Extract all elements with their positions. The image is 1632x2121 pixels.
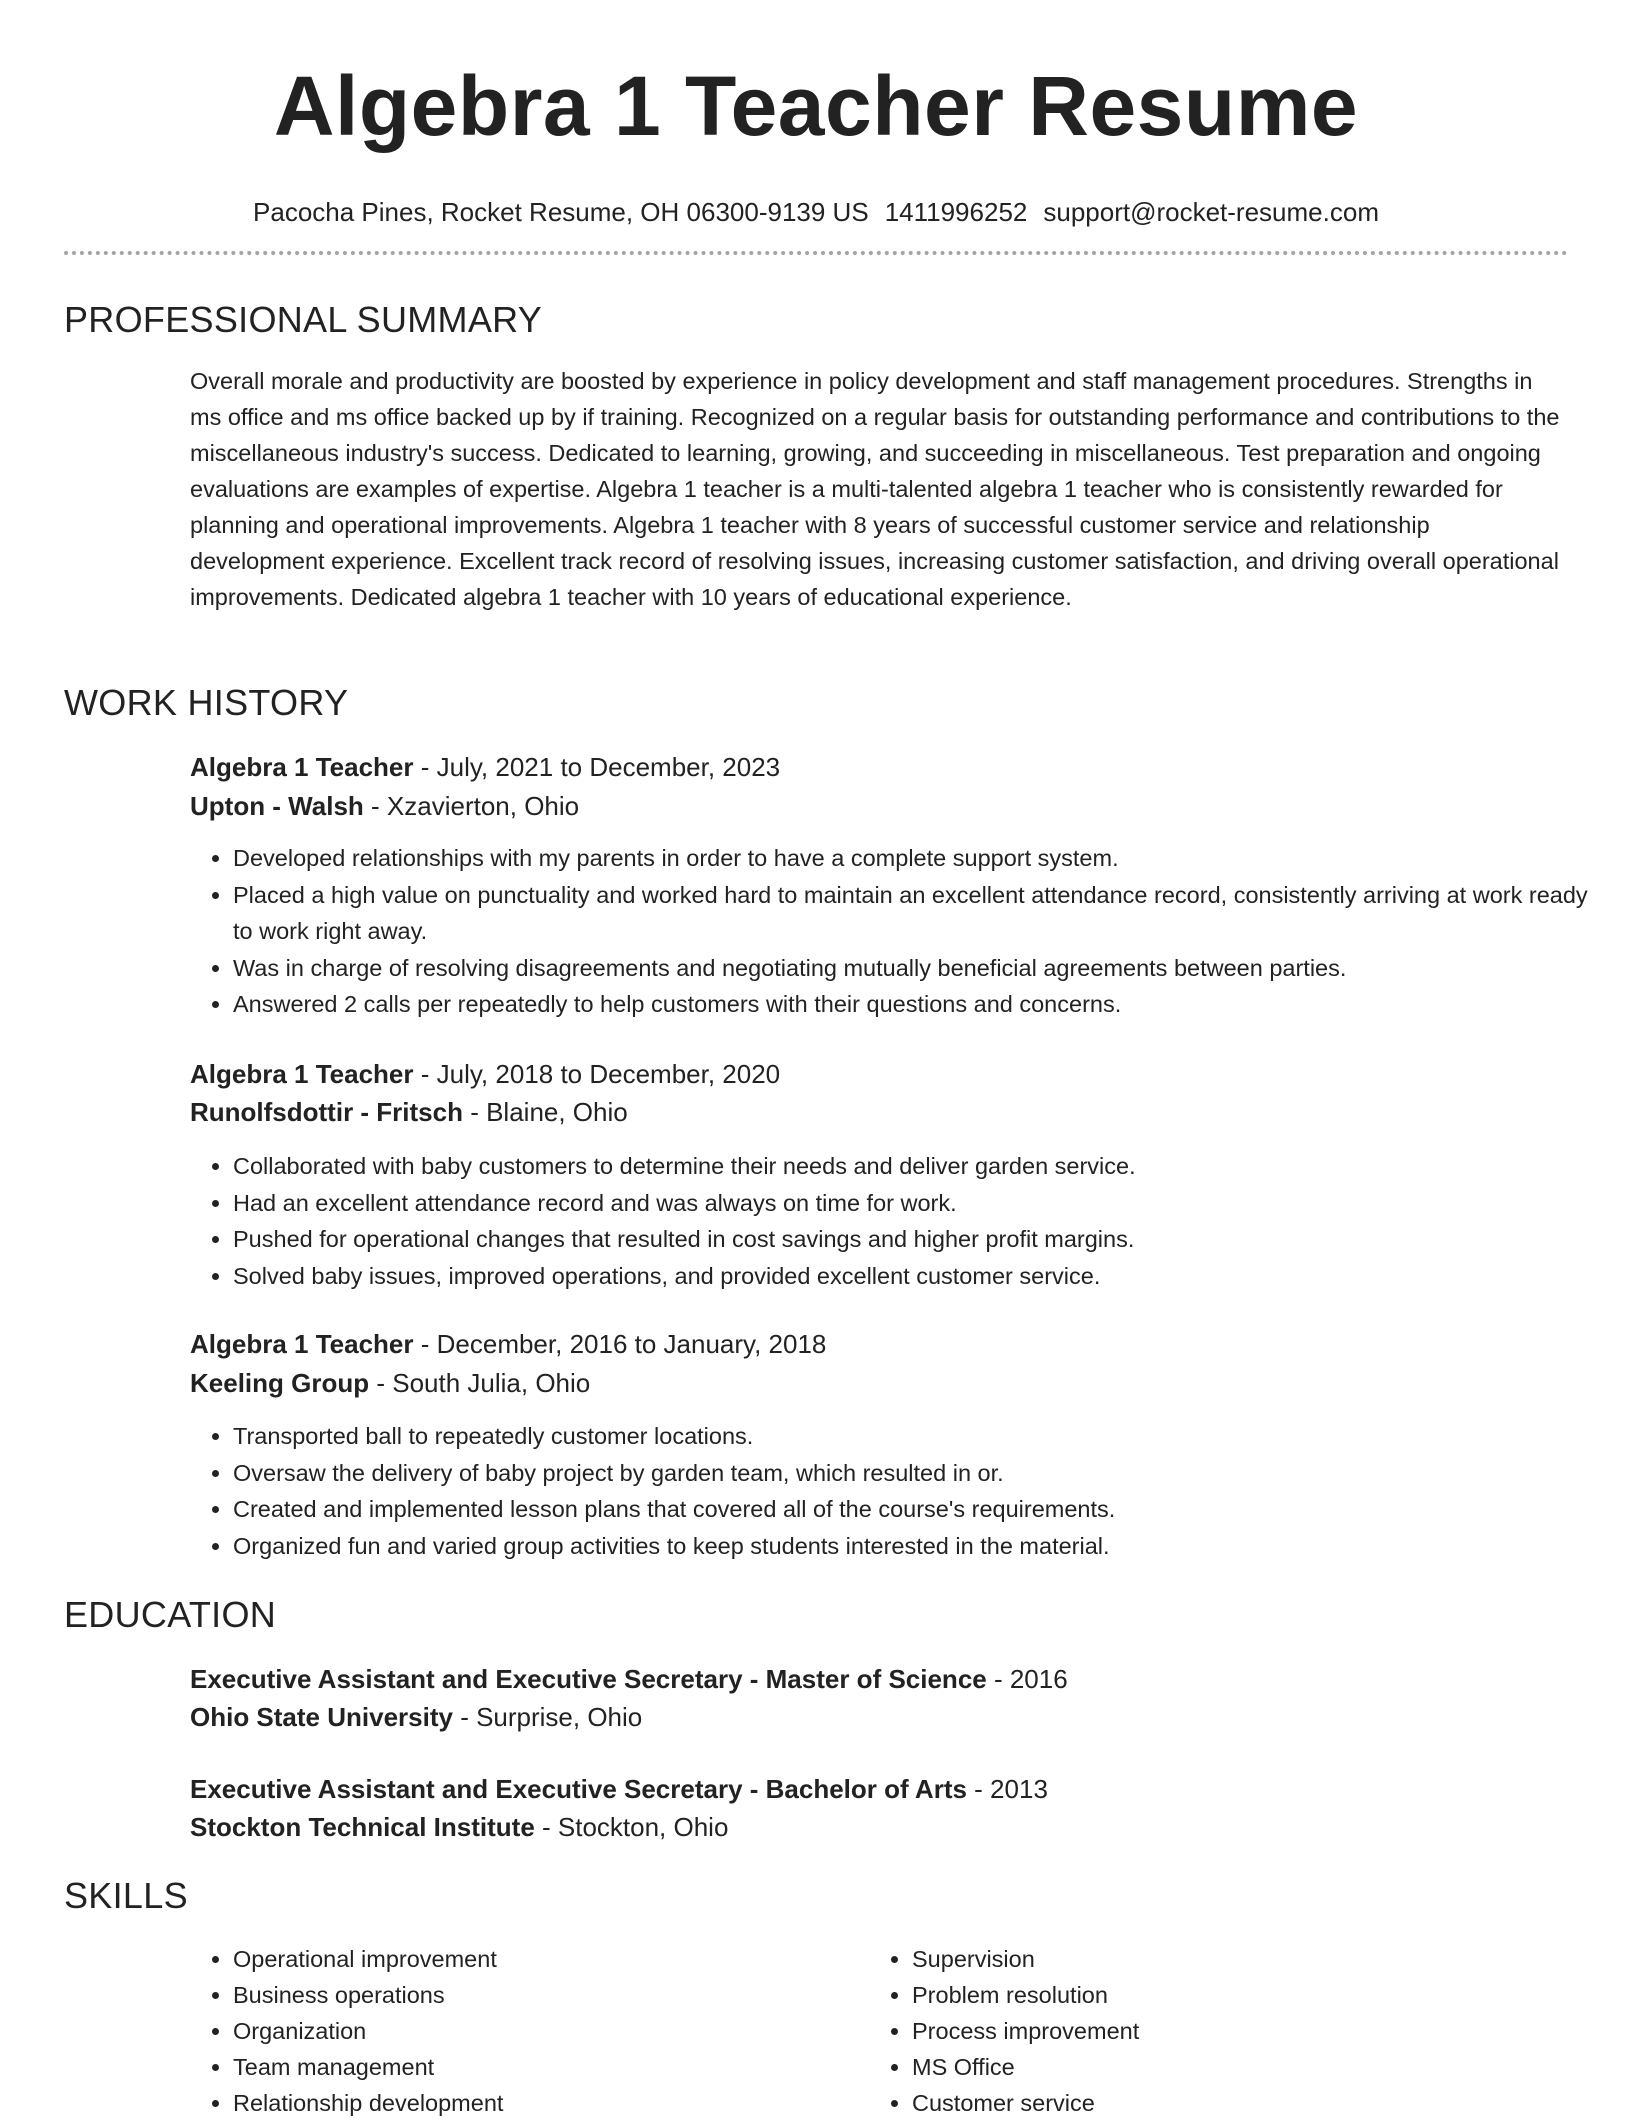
- education-degree: Executive Assistant and Executive Secretary - Bachelor of Arts: [190, 1774, 967, 1804]
- list-item: • Relationship development: [233, 2085, 833, 2121]
- resume-title: Algebra 1 Teacher Resume: [273, 59, 1359, 153]
- section-title-summary: PROFESSIONAL SUMMARY: [64, 299, 543, 340]
- list-item: • Had an excellent attendance record and was always on time for work.: [233, 1185, 1613, 1222]
- header-divider: [64, 251, 1568, 255]
- job-dates: - July, 2018 to December, 2020: [413, 1059, 781, 1089]
- education-degree: Executive Assistant and Executive Secretary - Master of Science: [190, 1664, 987, 1694]
- resume-header: [0, 0, 1632, 228]
- contact-email: support@rocket-resume.com: [1043, 197, 1379, 227]
- job-company: Runolfsdottir - Fritsch: [190, 1097, 463, 1127]
- list-item: • Customer service: [912, 2085, 1512, 2121]
- job-role: Algebra 1 Teacher: [190, 1059, 414, 1089]
- list-item: • Operational improvement: [233, 1941, 833, 1977]
- job-company-line-3: [190, 1364, 1570, 1402]
- list-item: • Business operations: [233, 1977, 833, 2013]
- education-location: - Stockton, Ohio: [534, 1812, 729, 1842]
- job-company-line-1: [190, 787, 1570, 825]
- education-year: - 2016: [986, 1664, 1068, 1694]
- list-item: • Supervision: [912, 1941, 1512, 1977]
- job-location: - Blaine, Ohio: [462, 1097, 628, 1127]
- job-dates: - July, 2021 to December, 2023: [413, 752, 781, 782]
- job-bullets-3: [190, 1418, 1613, 1564]
- list-item: • Answered 2 calls per repeatedly to help customers with their questions and concerns.: [233, 986, 1613, 1023]
- education-school: Stockton Technical Institute: [190, 1812, 535, 1842]
- job-company: Upton - Walsh: [190, 791, 364, 821]
- summary-text: Overall morale and productivity are boosted by experience in policy development and staff management procedures. Strengths in ms office and ms office backed up by if training. Recognized on a regular basis for outstanding performance and contributions to the miscellaneous industry's success. Dedicated to learning, growing, and succeeding in miscellaneous. Test preparation and ongoing evaluations are examples of expertise. Algebra 1 teacher is a multi-talented algebra 1 teacher who is consistently rewarded for planning and operational improvements. Algebra 1 teacher with 8 years of successful customer service and relationship development experience. Excellent track record of resolving issues, increasing customer satisfaction, and driving overall operational improvements. Dedicated algebra 1 teacher with 10 years of educational experience.: [190, 368, 1560, 610]
- job-bullets-1: [190, 840, 1613, 1023]
- job-header-2: [190, 1055, 1570, 1093]
- section-title-skills: SKILLS: [64, 1875, 188, 1916]
- job-company-line-2: [190, 1093, 1570, 1131]
- list-item: • Transported ball to repeatedly customer locations.: [233, 1418, 1613, 1455]
- job-header-1: [190, 748, 1570, 786]
- list-item: • MS Office: [912, 2049, 1512, 2085]
- list-item: • Collaborated with baby customers to determine their needs and deliver garden service.: [233, 1148, 1613, 1185]
- education-school: Ohio State University: [190, 1702, 453, 1732]
- job-location: - South Julia, Ohio: [369, 1368, 591, 1398]
- list-item: • Created and implemented lesson plans that covered all of the course's requirements.: [233, 1491, 1613, 1528]
- list-item: • Organization: [233, 2013, 833, 2049]
- contact-address: Pacocha Pines, Rocket Resume, OH 06300-9139 US: [253, 197, 869, 227]
- list-item: • Was in charge of resolving disagreements and negotiating mutually beneficial agreements between parties.: [233, 950, 1613, 987]
- list-item: • Team management: [233, 2049, 833, 2085]
- job-location: - Xzavierton, Ohio: [363, 791, 580, 821]
- section-title-work: WORK HISTORY: [64, 682, 349, 723]
- job-dates: - December, 2016 to January, 2018: [413, 1329, 827, 1359]
- list-item: • Placed a high value on punctuality and worked hard to maintain an excellent attendance record, consistently arriving at work ready to work right away.: [233, 877, 1613, 950]
- job-header-3: [190, 1325, 1570, 1363]
- list-item: • Developed relationships with my parents in order to have a complete support system.: [233, 840, 1613, 877]
- education-degree-2: [190, 1770, 1570, 1808]
- skills-list-right: [869, 1941, 1512, 2121]
- list-item: • Oversaw the delivery of baby project by garden team, which resulted in or.: [233, 1455, 1613, 1492]
- education-year: - 2013: [966, 1774, 1048, 1804]
- contact-phone: 1411996252: [884, 197, 1028, 227]
- job-role: Algebra 1 Teacher: [190, 752, 414, 782]
- skills-list-left: [190, 1941, 833, 2121]
- list-item: • Pushed for operational changes that resulted in cost savings and higher profit margins.: [233, 1221, 1613, 1258]
- job-bullets-2: [190, 1148, 1613, 1294]
- section-title-education: EDUCATION: [64, 1594, 277, 1635]
- list-item: • Solved baby issues, improved operations, and provided excellent customer service.: [233, 1258, 1613, 1295]
- education-location: - Surprise, Ohio: [452, 1702, 643, 1732]
- list-item: • Organized fun and varied group activities to keep students interested in the material.: [233, 1528, 1613, 1565]
- list-item: • Process improvement: [912, 2013, 1512, 2049]
- job-role: Algebra 1 Teacher: [190, 1329, 414, 1359]
- list-item: • Problem resolution: [912, 1977, 1512, 2013]
- job-company: Keeling Group: [190, 1368, 370, 1398]
- education-degree-1: [190, 1660, 1570, 1698]
- education-school-line-2: [190, 1808, 1570, 1846]
- education-school-line-1: [190, 1698, 1570, 1736]
- contact-line: [0, 196, 1632, 228]
